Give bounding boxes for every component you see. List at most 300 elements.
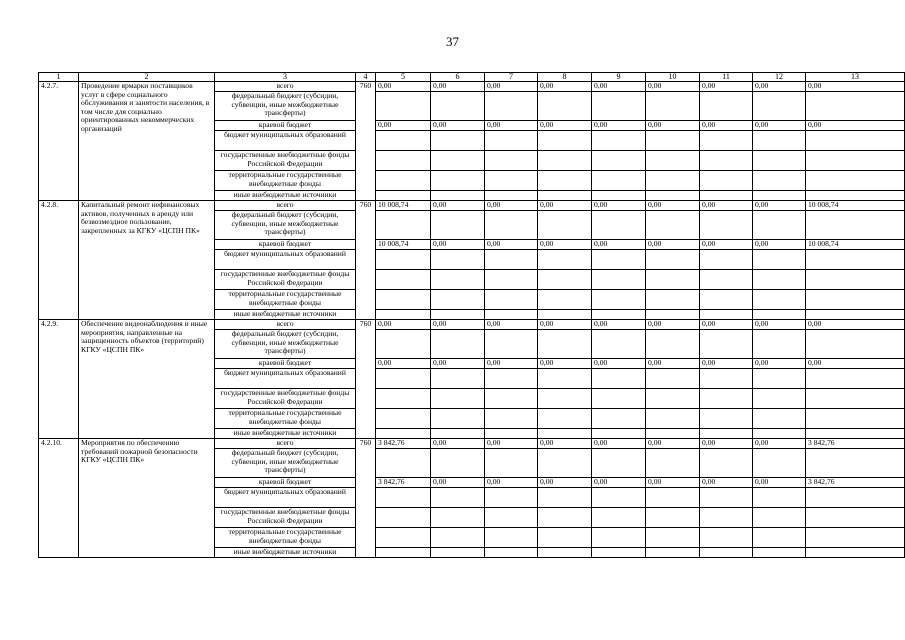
funding-source: бюджет муниципальных образований bbox=[215, 131, 356, 151]
amount-cell: 0,00 bbox=[376, 121, 431, 131]
amount-cell bbox=[700, 250, 753, 270]
amount-cell: 0,00 bbox=[646, 240, 700, 250]
amount-cell: 0,00 bbox=[700, 320, 753, 330]
amount-cell bbox=[592, 250, 646, 270]
amount-cell bbox=[431, 330, 485, 359]
amount-cell bbox=[646, 389, 700, 409]
amount-cell: 0,00 bbox=[753, 320, 806, 330]
amount-cell bbox=[646, 250, 700, 270]
amount-cell bbox=[592, 449, 646, 478]
amount-cell bbox=[485, 250, 538, 270]
amount-cell: 0,00 bbox=[485, 201, 538, 211]
amount-cell: 0,00 bbox=[753, 240, 806, 250]
amount-cell bbox=[538, 270, 592, 290]
amount-cell: 0,00 bbox=[431, 320, 485, 330]
amount-cell bbox=[806, 191, 905, 201]
amount-cell bbox=[753, 409, 806, 429]
table-row bbox=[39, 439, 905, 449]
header-cell: 5 bbox=[376, 73, 431, 82]
amount-cell bbox=[376, 369, 431, 389]
amount-cell bbox=[646, 449, 700, 478]
funding-source: иные внебюджетные источники bbox=[215, 429, 356, 439]
amount-cell bbox=[431, 310, 485, 320]
amount-cell: 0,00 bbox=[646, 82, 700, 92]
amount-cell bbox=[592, 131, 646, 151]
amount-cell bbox=[753, 389, 806, 409]
amount-cell: 0,00 bbox=[538, 320, 592, 330]
amount-cell bbox=[538, 310, 592, 320]
amount-cell bbox=[485, 528, 538, 548]
amount-cell bbox=[806, 330, 905, 359]
funding-source: всего bbox=[215, 320, 356, 330]
amount-cell: 0,00 bbox=[646, 320, 700, 330]
amount-cell bbox=[700, 369, 753, 389]
amount-cell bbox=[806, 528, 905, 548]
amount-cell bbox=[700, 409, 753, 429]
amount-cell bbox=[646, 270, 700, 290]
amount-cell: 0,00 bbox=[592, 82, 646, 92]
funding-source: иные внебюджетные источники bbox=[215, 310, 356, 320]
budget-code: 760 bbox=[356, 201, 376, 320]
amount-cell bbox=[592, 389, 646, 409]
amount-cell bbox=[431, 250, 485, 270]
funding-source: федеральный бюджет (субсидии, субвенции, иные межбюджетные трансферты) bbox=[215, 92, 356, 121]
amount-cell bbox=[753, 330, 806, 359]
amount-cell: 0,00 bbox=[806, 82, 905, 92]
amount-cell bbox=[538, 171, 592, 191]
funding-source: государственные внебюджетные фонды Российской Федерации bbox=[215, 508, 356, 528]
amount-cell bbox=[485, 131, 538, 151]
funding-source: федеральный бюджет (субсидии, субвенции, иные межбюджетные трансферты) bbox=[215, 211, 356, 240]
amount-cell bbox=[431, 131, 485, 151]
amount-cell bbox=[806, 131, 905, 151]
item-number: 4.2.9. bbox=[39, 320, 79, 439]
funding-source: иные внебюджетные источники bbox=[215, 548, 356, 558]
funding-source: всего bbox=[215, 439, 356, 449]
amount-cell: 0,00 bbox=[646, 359, 700, 369]
amount-cell bbox=[538, 429, 592, 439]
amount-cell bbox=[376, 92, 431, 121]
amount-cell bbox=[753, 211, 806, 240]
funding-source: иные внебюджетные источники bbox=[215, 191, 356, 201]
budget-code: 760 bbox=[356, 320, 376, 439]
page-number: 37 bbox=[446, 34, 459, 49]
funding-source: краевой бюджет bbox=[215, 121, 356, 131]
header-cell: 10 bbox=[646, 73, 700, 82]
amount-cell bbox=[753, 290, 806, 310]
amount-cell: 0,00 bbox=[538, 201, 592, 211]
table-row bbox=[39, 82, 905, 92]
amount-cell: 0,00 bbox=[538, 121, 592, 131]
funding-source: краевой бюджет bbox=[215, 478, 356, 488]
amount-cell bbox=[700, 528, 753, 548]
amount-cell bbox=[592, 369, 646, 389]
amount-cell: 0,00 bbox=[485, 82, 538, 92]
header-cell: 3 bbox=[215, 73, 356, 82]
amount-cell bbox=[376, 389, 431, 409]
amount-cell: 0,00 bbox=[485, 240, 538, 250]
amount-cell bbox=[700, 131, 753, 151]
amount-cell bbox=[538, 409, 592, 429]
amount-cell bbox=[592, 528, 646, 548]
amount-cell bbox=[538, 330, 592, 359]
amount-cell bbox=[806, 290, 905, 310]
amount-cell bbox=[646, 310, 700, 320]
amount-cell bbox=[431, 270, 485, 290]
amount-cell: 0,00 bbox=[376, 359, 431, 369]
amount-cell: 0,00 bbox=[485, 478, 538, 488]
header-cell: 11 bbox=[700, 73, 753, 82]
amount-cell bbox=[485, 310, 538, 320]
amount-cell bbox=[700, 191, 753, 201]
amount-cell bbox=[753, 508, 806, 528]
amount-cell bbox=[376, 528, 431, 548]
amount-cell bbox=[376, 131, 431, 151]
amount-cell bbox=[538, 290, 592, 310]
funding-source: государственные внебюджетные фонды Российской Федерации bbox=[215, 151, 356, 171]
amount-cell bbox=[592, 211, 646, 240]
amount-cell bbox=[806, 429, 905, 439]
amount-cell bbox=[485, 191, 538, 201]
amount-cell bbox=[646, 191, 700, 201]
item-name: Обеспечение видеонаблюдения и иные мероприятия, направленные на защищенность объектов (территорий) КГКУ «ЦСПН ПК» bbox=[79, 320, 215, 439]
amount-cell: 0,00 bbox=[431, 359, 485, 369]
amount-cell: 0,00 bbox=[753, 359, 806, 369]
amount-cell bbox=[376, 211, 431, 240]
amount-cell bbox=[700, 270, 753, 290]
amount-cell bbox=[753, 429, 806, 439]
amount-cell bbox=[592, 548, 646, 558]
amount-cell bbox=[431, 429, 485, 439]
amount-cell: 0,00 bbox=[700, 240, 753, 250]
amount-cell: 0,00 bbox=[592, 320, 646, 330]
amount-cell bbox=[753, 369, 806, 389]
amount-cell bbox=[806, 409, 905, 429]
amount-cell bbox=[646, 330, 700, 359]
budget-table bbox=[38, 72, 905, 558]
funding-source: всего bbox=[215, 201, 356, 211]
amount-cell: 0,00 bbox=[592, 478, 646, 488]
amount-cell bbox=[376, 488, 431, 508]
funding-source: федеральный бюджет (субсидии, субвенции, иные межбюджетные трансферты) bbox=[215, 449, 356, 478]
amount-cell bbox=[753, 191, 806, 201]
amount-cell bbox=[538, 250, 592, 270]
amount-cell bbox=[431, 92, 485, 121]
amount-cell bbox=[376, 250, 431, 270]
amount-cell: 0,00 bbox=[592, 359, 646, 369]
amount-cell bbox=[753, 270, 806, 290]
amount-cell bbox=[431, 488, 485, 508]
amount-cell bbox=[646, 369, 700, 389]
amount-cell: 0,00 bbox=[485, 320, 538, 330]
amount-cell bbox=[431, 290, 485, 310]
table-body bbox=[39, 82, 905, 558]
amount-cell bbox=[376, 290, 431, 310]
amount-cell bbox=[753, 92, 806, 121]
item-number: 4.2.7. bbox=[39, 82, 79, 201]
amount-cell bbox=[431, 151, 485, 171]
amount-cell bbox=[431, 449, 485, 478]
amount-cell: 0,00 bbox=[376, 320, 431, 330]
amount-cell bbox=[753, 528, 806, 548]
amount-cell bbox=[753, 250, 806, 270]
amount-cell bbox=[753, 488, 806, 508]
header-cell: 13 bbox=[806, 73, 905, 82]
amount-cell: 0,00 bbox=[753, 82, 806, 92]
amount-cell bbox=[538, 92, 592, 121]
amount-cell bbox=[485, 211, 538, 240]
header-cell: 9 bbox=[592, 73, 646, 82]
funding-source: бюджет муниципальных образований bbox=[215, 488, 356, 508]
amount-cell: 0,00 bbox=[431, 240, 485, 250]
amount-cell: 0,00 bbox=[753, 121, 806, 131]
amount-cell bbox=[592, 330, 646, 359]
amount-cell bbox=[646, 488, 700, 508]
amount-cell bbox=[646, 528, 700, 548]
amount-cell bbox=[700, 389, 753, 409]
amount-cell bbox=[431, 548, 485, 558]
header-row bbox=[39, 73, 905, 82]
item-number: 4.2.8. bbox=[39, 201, 79, 320]
budget-code: 760 bbox=[356, 82, 376, 201]
amount-cell bbox=[431, 528, 485, 548]
funding-source: государственные внебюджетные фонды Российской Федерации bbox=[215, 389, 356, 409]
amount-cell bbox=[376, 151, 431, 171]
amount-cell bbox=[485, 429, 538, 439]
funding-source: территориальные государственные внебюджетные фонды bbox=[215, 409, 356, 429]
amount-cell bbox=[806, 171, 905, 191]
amount-cell bbox=[431, 211, 485, 240]
table-row bbox=[39, 201, 905, 211]
table-row bbox=[39, 320, 905, 330]
header-cell: 1 bbox=[39, 73, 79, 82]
amount-cell bbox=[538, 528, 592, 548]
header-cell: 7 bbox=[485, 73, 538, 82]
amount-cell bbox=[376, 270, 431, 290]
amount-cell bbox=[646, 151, 700, 171]
amount-cell bbox=[753, 151, 806, 171]
amount-cell bbox=[753, 449, 806, 478]
funding-source: бюджет муниципальных образований bbox=[215, 250, 356, 270]
amount-cell: 0,00 bbox=[485, 359, 538, 369]
amount-cell bbox=[592, 488, 646, 508]
amount-cell: 0,00 bbox=[806, 359, 905, 369]
amount-cell bbox=[700, 449, 753, 478]
amount-cell: 0,00 bbox=[538, 240, 592, 250]
amount-cell: 0,00 bbox=[646, 439, 700, 449]
amount-cell: 0,00 bbox=[646, 201, 700, 211]
amount-cell bbox=[592, 290, 646, 310]
funding-source: территориальные государственные внебюджетные фонды bbox=[215, 171, 356, 191]
funding-source: государственные внебюджетные фонды Российской Федерации bbox=[215, 270, 356, 290]
amount-cell bbox=[646, 92, 700, 121]
amount-cell: 0,00 bbox=[806, 121, 905, 131]
amount-cell: 0,00 bbox=[592, 439, 646, 449]
amount-cell bbox=[700, 488, 753, 508]
amount-cell bbox=[806, 449, 905, 478]
amount-cell bbox=[485, 171, 538, 191]
amount-cell: 0,00 bbox=[646, 121, 700, 131]
amount-cell: 0,00 bbox=[700, 121, 753, 131]
amount-cell bbox=[646, 548, 700, 558]
header-cell: 12 bbox=[753, 73, 806, 82]
amount-cell: 0,00 bbox=[538, 82, 592, 92]
funding-source: федеральный бюджет (субсидии, субвенции, иные межбюджетные трансферты) bbox=[215, 330, 356, 359]
amount-cell bbox=[806, 389, 905, 409]
amount-cell bbox=[431, 389, 485, 409]
amount-cell bbox=[806, 270, 905, 290]
amount-cell: 0,00 bbox=[431, 82, 485, 92]
item-number: 4.2.10. bbox=[39, 439, 79, 558]
amount-cell bbox=[700, 330, 753, 359]
funding-source: территориальные государственные внебюджетные фонды bbox=[215, 290, 356, 310]
item-name: Проведение ярмарки поставщиков услуг в сфере социального обслуживания и занятости населения, в том числе для социально ориентированных некоммерческих организаций bbox=[79, 82, 215, 201]
amount-cell: 10 008,74 bbox=[376, 240, 431, 250]
amount-cell: 0,00 bbox=[753, 439, 806, 449]
amount-cell bbox=[538, 131, 592, 151]
amount-cell bbox=[485, 290, 538, 310]
amount-cell: 10 008,74 bbox=[376, 201, 431, 211]
amount-cell: 3 842,76 bbox=[806, 439, 905, 449]
amount-cell: 10 008,74 bbox=[806, 240, 905, 250]
amount-cell bbox=[538, 548, 592, 558]
amount-cell bbox=[376, 508, 431, 528]
amount-cell bbox=[538, 508, 592, 528]
amount-cell bbox=[806, 488, 905, 508]
amount-cell bbox=[376, 330, 431, 359]
header-cell: 4 bbox=[356, 73, 376, 82]
amount-cell: 0,00 bbox=[753, 478, 806, 488]
amount-cell bbox=[700, 92, 753, 121]
item-name: Капитальный ремонт нефинансовых активов, полученных в аренду или безвозмездное пользование, закрепленных за КГКУ «ЦСПН ПК» bbox=[79, 201, 215, 320]
amount-cell bbox=[806, 548, 905, 558]
amount-cell bbox=[485, 449, 538, 478]
amount-cell: 0,00 bbox=[700, 439, 753, 449]
amount-cell bbox=[376, 191, 431, 201]
funding-source: краевой бюджет bbox=[215, 359, 356, 369]
budget-code: 760 bbox=[356, 439, 376, 558]
amount-cell: 0,00 bbox=[592, 121, 646, 131]
amount-cell bbox=[700, 151, 753, 171]
amount-cell bbox=[592, 429, 646, 439]
amount-cell: 0,00 bbox=[431, 439, 485, 449]
funding-source: всего bbox=[215, 82, 356, 92]
amount-cell: 0,00 bbox=[592, 201, 646, 211]
amount-cell bbox=[700, 310, 753, 320]
amount-cell bbox=[376, 171, 431, 191]
amount-cell bbox=[485, 508, 538, 528]
header-cell: 8 bbox=[538, 73, 592, 82]
funding-source: территориальные государственные внебюджетные фонды bbox=[215, 528, 356, 548]
amount-cell bbox=[431, 508, 485, 528]
amount-cell bbox=[753, 171, 806, 191]
amount-cell: 0,00 bbox=[538, 359, 592, 369]
amount-cell bbox=[592, 310, 646, 320]
amount-cell bbox=[646, 409, 700, 429]
amount-cell bbox=[538, 211, 592, 240]
amount-cell: 0,00 bbox=[806, 320, 905, 330]
amount-cell bbox=[485, 151, 538, 171]
funding-source: краевой бюджет bbox=[215, 240, 356, 250]
amount-cell bbox=[700, 211, 753, 240]
amount-cell: 0,00 bbox=[538, 439, 592, 449]
amount-cell bbox=[538, 191, 592, 201]
amount-cell bbox=[646, 290, 700, 310]
amount-cell: 0,00 bbox=[431, 478, 485, 488]
amount-cell bbox=[646, 429, 700, 439]
amount-cell bbox=[376, 310, 431, 320]
amount-cell bbox=[485, 389, 538, 409]
table-header bbox=[39, 73, 905, 82]
amount-cell: 10 008,74 bbox=[806, 201, 905, 211]
amount-cell bbox=[431, 369, 485, 389]
amount-cell bbox=[806, 92, 905, 121]
amount-cell: 0,00 bbox=[485, 439, 538, 449]
amount-cell bbox=[806, 369, 905, 389]
amount-cell bbox=[753, 131, 806, 151]
amount-cell bbox=[538, 369, 592, 389]
amount-cell: 0,00 bbox=[700, 201, 753, 211]
amount-cell bbox=[806, 151, 905, 171]
amount-cell bbox=[646, 211, 700, 240]
amount-cell bbox=[592, 409, 646, 429]
amount-cell bbox=[646, 131, 700, 151]
header-cell: 6 bbox=[431, 73, 485, 82]
amount-cell: 0,00 bbox=[700, 478, 753, 488]
amount-cell bbox=[592, 191, 646, 201]
amount-cell bbox=[376, 429, 431, 439]
amount-cell bbox=[646, 508, 700, 528]
funding-source: бюджет муниципальных образований bbox=[215, 369, 356, 389]
amount-cell: 0,00 bbox=[700, 359, 753, 369]
amount-cell bbox=[431, 171, 485, 191]
amount-cell bbox=[538, 488, 592, 508]
amount-cell bbox=[431, 191, 485, 201]
amount-cell bbox=[753, 548, 806, 558]
amount-cell bbox=[806, 310, 905, 320]
amount-cell: 0,00 bbox=[431, 201, 485, 211]
amount-cell bbox=[538, 449, 592, 478]
amount-cell: 3 842,76 bbox=[376, 439, 431, 449]
item-name: Мероприятия по обеспечению требований пожарной безопасности КГКУ «ЦСПН ПК» bbox=[79, 439, 215, 558]
amount-cell bbox=[806, 211, 905, 240]
amount-cell: 0,00 bbox=[431, 121, 485, 131]
amount-cell bbox=[592, 270, 646, 290]
amount-cell bbox=[700, 548, 753, 558]
amount-cell: 0,00 bbox=[538, 478, 592, 488]
amount-cell bbox=[646, 171, 700, 191]
amount-cell: 0,00 bbox=[753, 201, 806, 211]
amount-cell bbox=[592, 151, 646, 171]
amount-cell bbox=[376, 548, 431, 558]
amount-cell bbox=[485, 488, 538, 508]
amount-cell bbox=[753, 310, 806, 320]
amount-cell bbox=[700, 290, 753, 310]
amount-cell: 0,00 bbox=[592, 240, 646, 250]
header-cell: 2 bbox=[79, 73, 215, 82]
amount-cell bbox=[485, 548, 538, 558]
amount-cell bbox=[538, 151, 592, 171]
amount-cell: 3 842,76 bbox=[376, 478, 431, 488]
amount-cell bbox=[806, 250, 905, 270]
amount-cell bbox=[700, 171, 753, 191]
amount-cell: 3 842,76 bbox=[806, 478, 905, 488]
amount-cell: 0,00 bbox=[376, 82, 431, 92]
amount-cell bbox=[806, 508, 905, 528]
amount-cell bbox=[431, 409, 485, 429]
amount-cell bbox=[592, 171, 646, 191]
amount-cell bbox=[700, 508, 753, 528]
